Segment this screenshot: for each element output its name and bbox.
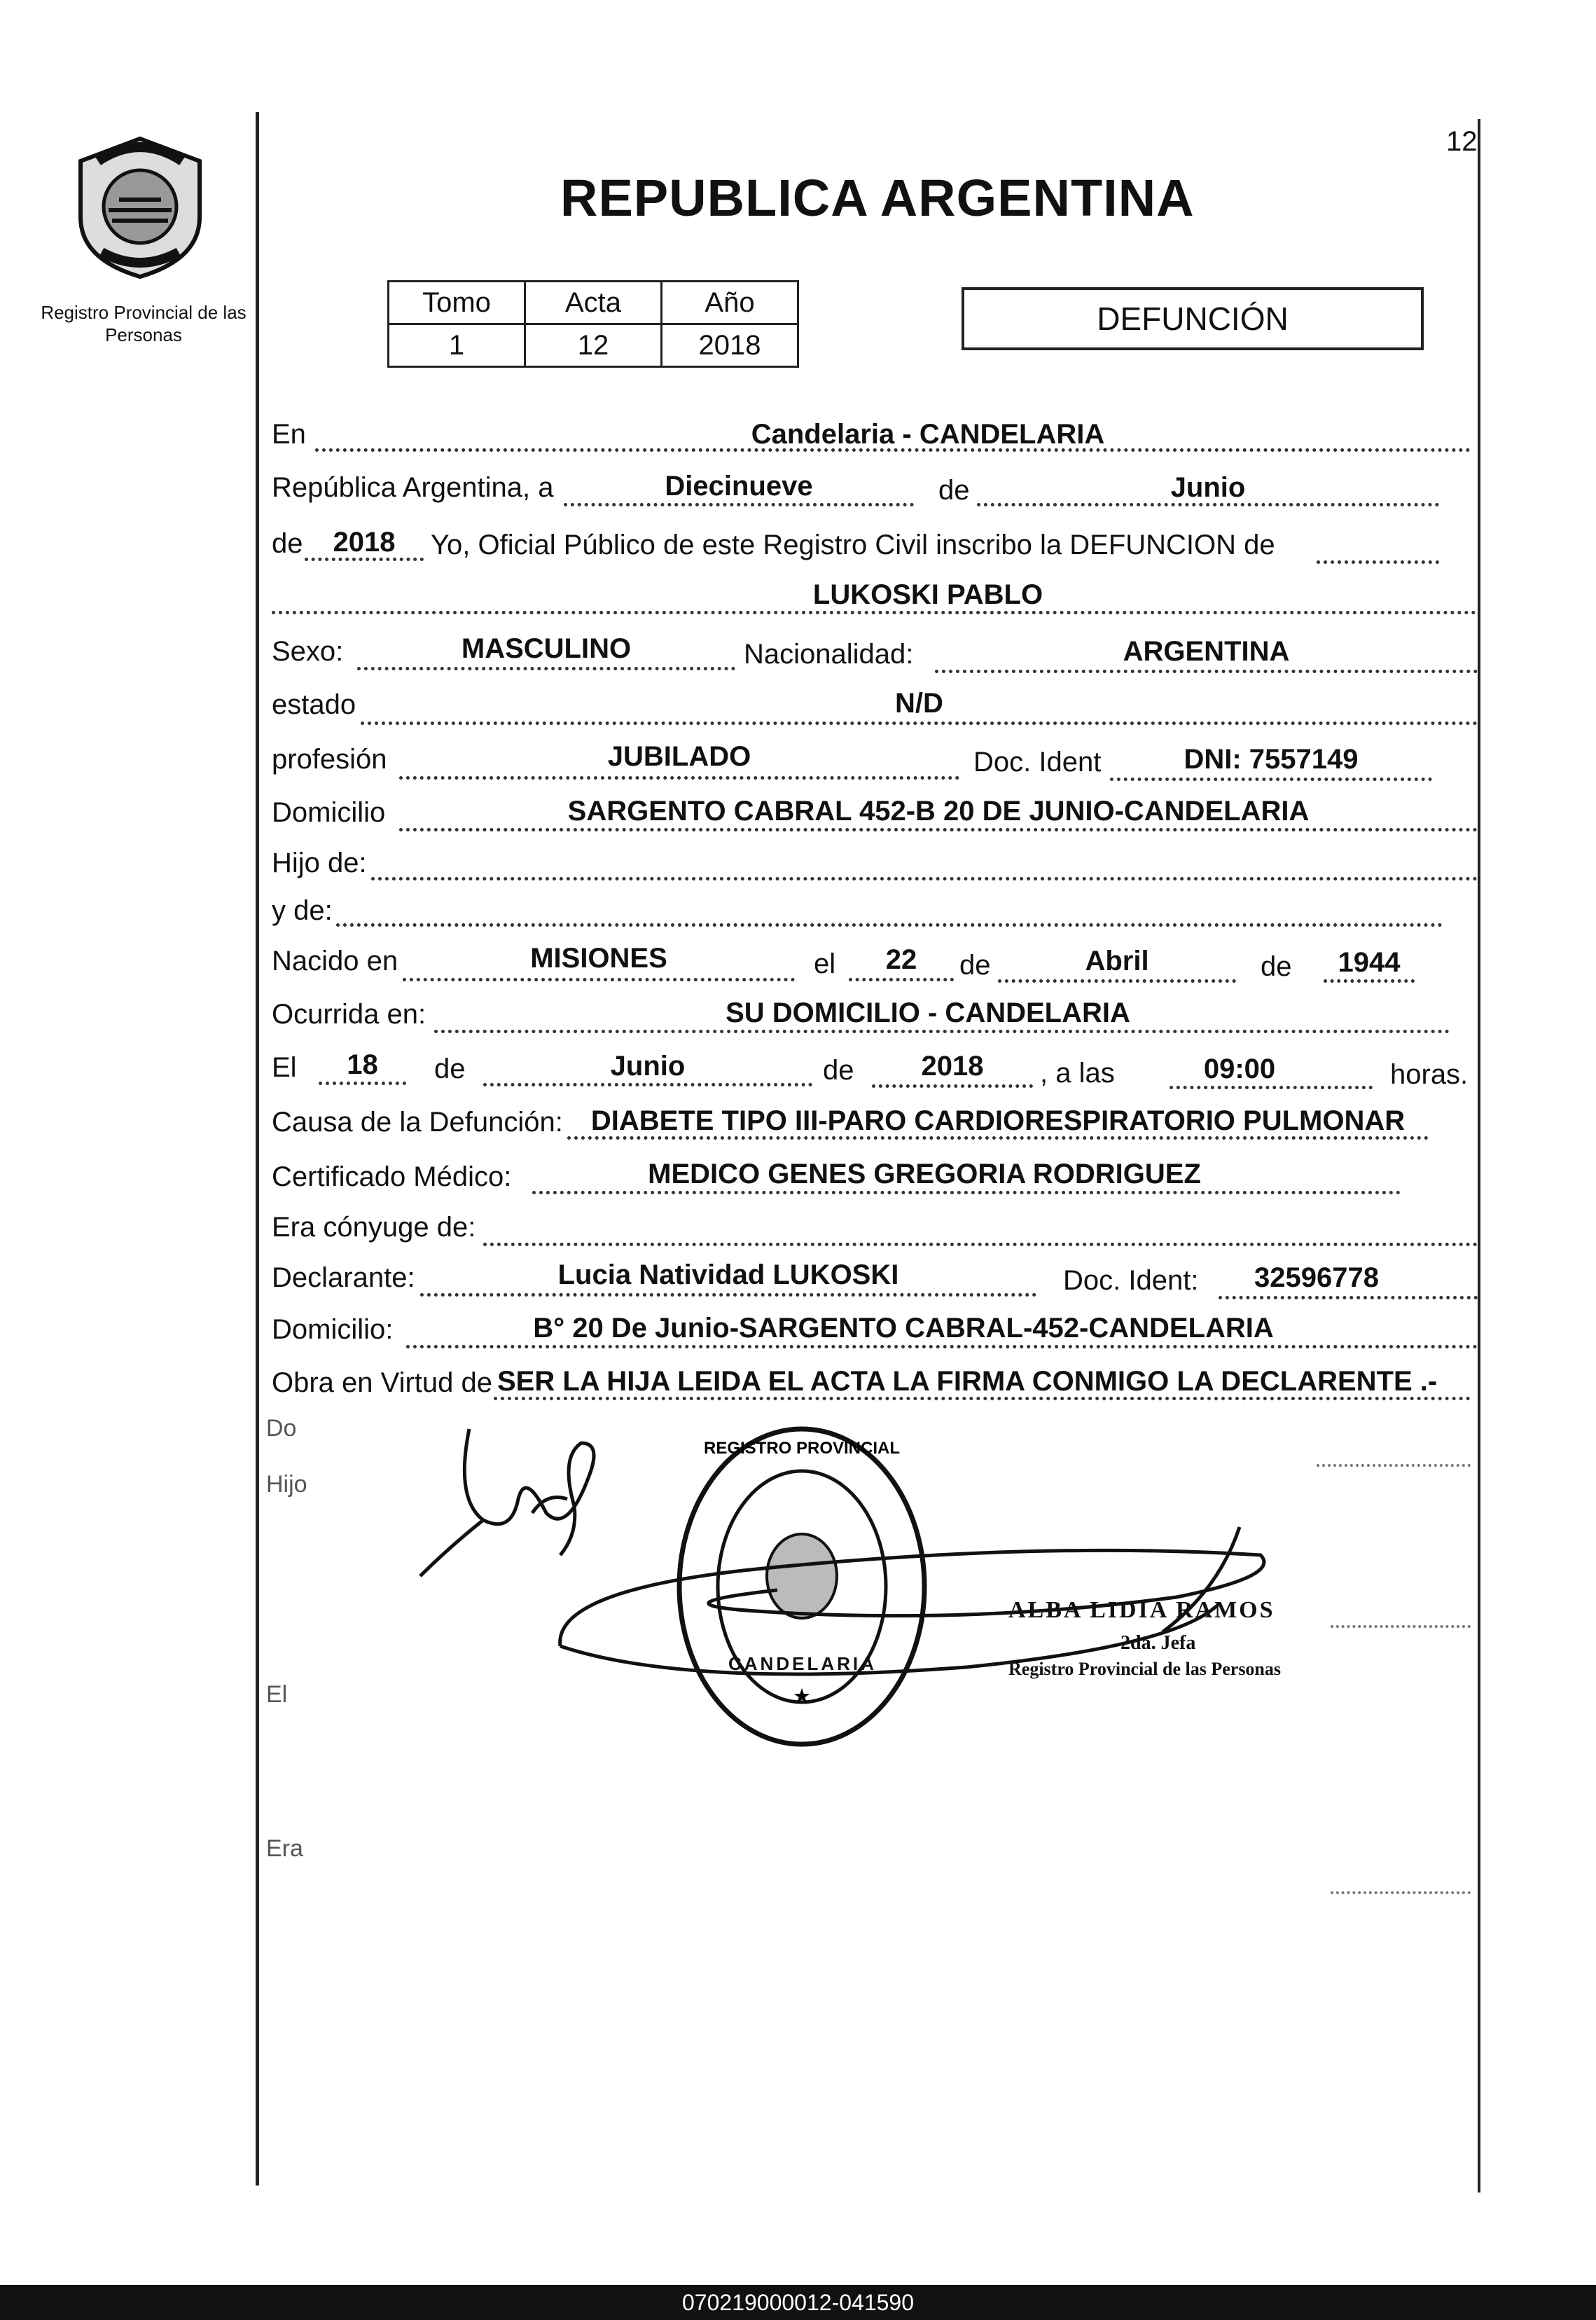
dotted-line bbox=[483, 1083, 812, 1086]
obra-value: SER LA HIJA LEIDA EL ACTA LA FIRMA CONMIGO LA DECLARENTE .- bbox=[497, 1366, 1438, 1397]
civil-status-value: N/D bbox=[895, 688, 943, 719]
dotted-line bbox=[399, 776, 959, 780]
document-code-footer: 070219000012-041590 bbox=[0, 2285, 1596, 2320]
declarant-doc-value: 32596778 bbox=[1254, 1262, 1379, 1293]
declarant-name: Lucia Natividad LUKOSKI bbox=[557, 1259, 899, 1290]
label-nacido-en: Nacido en bbox=[272, 946, 398, 976]
label-de: de bbox=[272, 528, 303, 559]
label-ocurrida-en: Ocurrida en: bbox=[272, 999, 426, 1030]
dotted-line bbox=[1331, 1625, 1471, 1628]
dotted-line bbox=[399, 828, 1478, 831]
official-name: ALBA LIDIA RAMOS bbox=[1008, 1597, 1275, 1623]
declarant-address-value: B° 20 De Junio-SARGENTO CABRAL-452-CANDELARIA bbox=[533, 1313, 1274, 1344]
label-certificado: Certificado Médico: bbox=[272, 1161, 512, 1192]
dotted-line bbox=[336, 923, 1443, 927]
label-estado: estado bbox=[272, 689, 356, 720]
label-el: el bbox=[814, 948, 836, 979]
dotted-line bbox=[403, 978, 795, 981]
dotted-line bbox=[1110, 778, 1432, 781]
province-emblem-icon bbox=[70, 133, 210, 280]
official-role: 2da. Jefa bbox=[1120, 1632, 1196, 1654]
label-causa: Causa de la Defunción: bbox=[272, 1107, 563, 1138]
label-sexo: Sexo: bbox=[272, 636, 344, 667]
label-horas: horas. bbox=[1390, 1059, 1469, 1090]
dotted-line bbox=[371, 877, 1478, 881]
table-cell: 2018 bbox=[662, 324, 798, 367]
nationality-value: ARGENTINA bbox=[1123, 636, 1290, 667]
birthplace-value: MISIONES bbox=[530, 943, 667, 974]
label-de: de bbox=[823, 1055, 854, 1086]
death-day-value: 18 bbox=[347, 1049, 378, 1080]
certificate-value: MEDICO GENES GREGORIA RODRIGUEZ bbox=[648, 1159, 1201, 1189]
page-number: 12 bbox=[1446, 126, 1478, 157]
profession-value: JUBILADO bbox=[607, 741, 751, 772]
label-de: de bbox=[434, 1054, 466, 1084]
dotted-line bbox=[406, 1345, 1478, 1348]
table-cell: 12 bbox=[525, 324, 662, 367]
death-month-value: Junio bbox=[610, 1051, 686, 1082]
dotted-line bbox=[532, 1191, 1401, 1194]
deceased-name: LUKOSKI PABLO bbox=[812, 579, 1043, 610]
official-org: Registro Provincial de las Personas bbox=[1008, 1659, 1282, 1679]
birth-day-value: 22 bbox=[885, 944, 917, 975]
dotted-line bbox=[564, 503, 914, 506]
label-de: de bbox=[1261, 951, 1292, 982]
label-declarante: Declarante: bbox=[272, 1262, 415, 1293]
label-domicilio: Domicilio: bbox=[272, 1314, 394, 1345]
label-republica: República Argentina, a bbox=[272, 472, 554, 503]
label-profesion: profesión bbox=[272, 744, 387, 775]
dotted-line bbox=[1331, 1891, 1471, 1894]
record-type-box: DEFUNCIÓN bbox=[962, 287, 1424, 350]
seal-center-text: CANDELARIA bbox=[728, 1653, 877, 1674]
dotted-line bbox=[1317, 560, 1439, 564]
label-y-de: y de: bbox=[272, 895, 333, 926]
birth-month-value: Abril bbox=[1085, 946, 1149, 976]
svg-text:★: ★ bbox=[793, 1685, 810, 1706]
label-el: El bbox=[272, 1052, 297, 1083]
label-doc-ident: Doc. Ident bbox=[973, 747, 1102, 778]
dotted-line bbox=[1324, 979, 1415, 983]
dotted-line bbox=[849, 978, 954, 981]
dotted-line bbox=[420, 1293, 1036, 1297]
death-place-value: SU DOMICILIO - CANDELARIA bbox=[726, 997, 1130, 1028]
death-time-value: 09:00 bbox=[1203, 1054, 1276, 1084]
dotted-line bbox=[935, 670, 1478, 673]
right-margin-line bbox=[1478, 119, 1480, 2193]
day-value: Diecinueve bbox=[665, 471, 813, 502]
label-en: En bbox=[272, 419, 306, 450]
sex-value: MASCULINO bbox=[461, 633, 632, 664]
table-header: Año bbox=[662, 282, 798, 324]
birth-year-value: 1944 bbox=[1338, 947, 1401, 978]
registry-label: Registro Provincial de las Personas bbox=[41, 302, 247, 345]
dotted-line bbox=[357, 667, 735, 670]
table-header: Acta bbox=[525, 282, 662, 324]
label-domicilio: Domicilio bbox=[272, 797, 386, 828]
dotted-line bbox=[361, 721, 1478, 725]
label-yo-oficial: Yo, Oficial Público de este Registro Civil inscribo la DEFUNCION de bbox=[431, 530, 1275, 560]
label-a-las: , a las bbox=[1040, 1058, 1115, 1089]
table-cell: 1 bbox=[389, 324, 525, 367]
label-nacionalidad: Nacionalidad: bbox=[744, 639, 914, 670]
left-margin-line bbox=[256, 112, 259, 2186]
dotted-line bbox=[1170, 1086, 1373, 1089]
dotted-line bbox=[434, 1030, 1450, 1033]
dotted-line bbox=[483, 1243, 1478, 1246]
cause-value: DIABETE TIPO III-PARO CARDIORESPIRATORIO PULMONAR bbox=[590, 1105, 1406, 1136]
address-value: SARGENTO CABRAL 452-B 20 DE JUNIO-CANDELARIA bbox=[567, 796, 1310, 827]
label-conyuge: Era cónyuge de: bbox=[272, 1212, 476, 1243]
place-value: Candelaria - CANDELARIA bbox=[751, 419, 1105, 450]
svg-text:REGISTRO PROVINCIAL: REGISTRO PROVINCIAL bbox=[703, 1439, 901, 1458]
table-header: Tomo bbox=[389, 282, 525, 324]
dotted-line bbox=[872, 1084, 1033, 1088]
dotted-line bbox=[1219, 1296, 1478, 1299]
label-obra: Obra en Virtud de bbox=[272, 1367, 493, 1398]
dotted-line bbox=[998, 979, 1236, 983]
dotted-line bbox=[319, 1082, 406, 1085]
death-year-value: 2018 bbox=[921, 1051, 984, 1082]
dni-value: DNI: 7557149 bbox=[1184, 744, 1359, 775]
label-de: de bbox=[938, 475, 970, 506]
label-de: de bbox=[959, 950, 991, 981]
dotted-line bbox=[1317, 1464, 1471, 1467]
label-hijo-de: Hijo de: bbox=[272, 848, 367, 878]
document-title: REPUBLICA ARGENTINA bbox=[560, 169, 1195, 227]
year-value: 2018 bbox=[333, 527, 396, 558]
month-value: Junio bbox=[1170, 472, 1246, 503]
label-doc-ident: Doc. Ident: bbox=[1063, 1265, 1199, 1296]
record-reference-table bbox=[387, 280, 799, 368]
